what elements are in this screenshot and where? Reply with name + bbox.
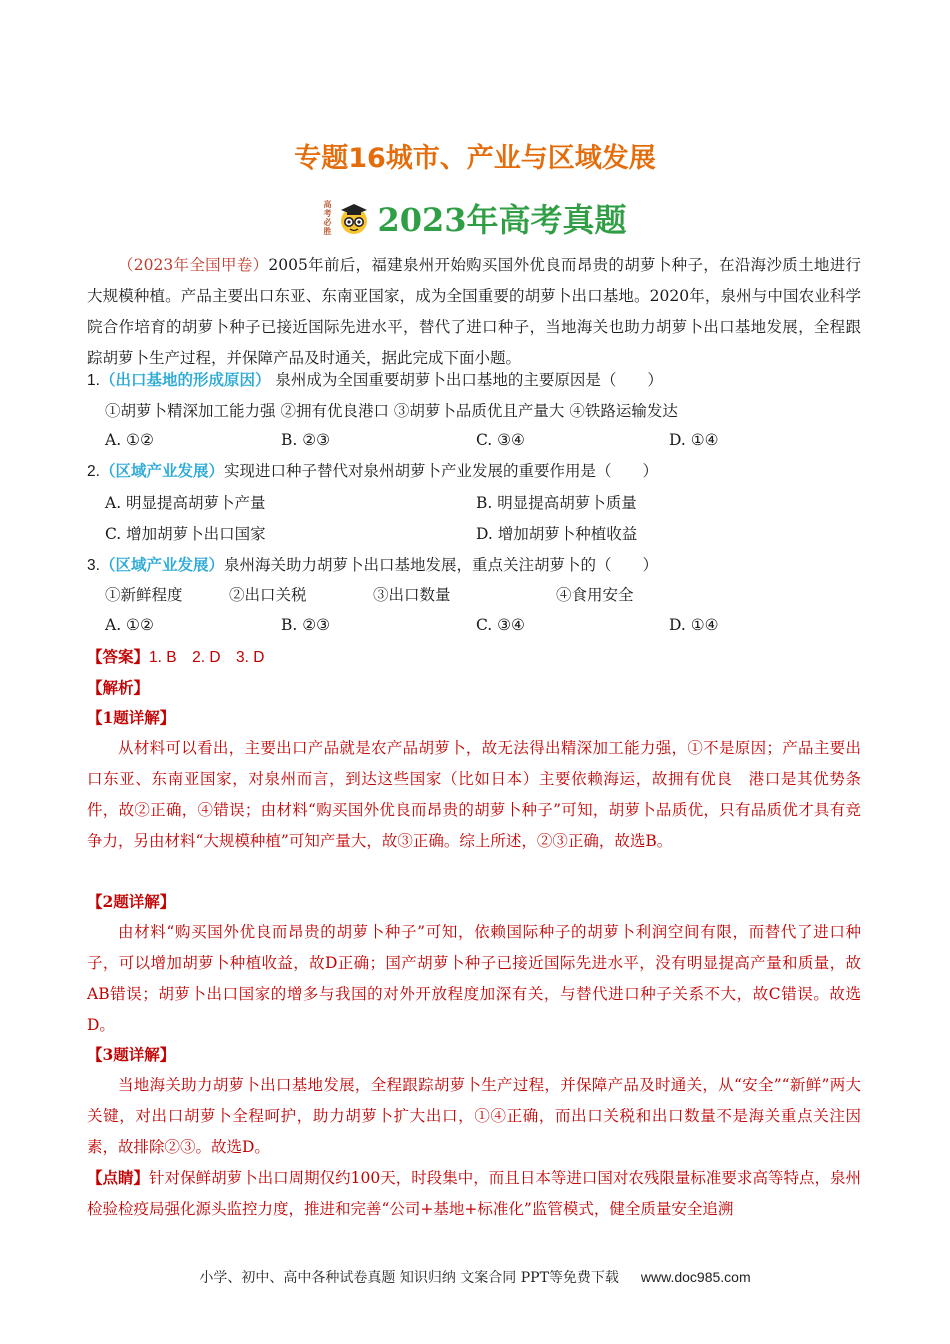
banner-heading: 2023年高考真题 — [377, 201, 627, 239]
detail-1-text: 从材料可以看出，主要出口产品就是农产品胡萝卜，故无法得出精深加工能力强，①不是原因；产品主要出口东亚、东南亚国家，对泉州而言，到达这些国家（比如日本）主要依赖海运，故拥有优良 港口是其优势条件，故②正确，④错误；由材料“购买国外优良而昂贵的胡萝卜种子”可知，胡萝卜品质优，只有品质优才具有竞争力，另由材料“大规模种植”可知产量大，故③正确。综上所述，②③正确，故选B。 — [87, 739, 861, 850]
question-3-option-d[interactable]: D. ①④ — [669, 616, 719, 634]
tip-section — [87, 1162, 861, 1225]
detail-3-label: 【3题详解】 — [87, 1045, 176, 1064]
analysis-label: 【解析】 — [87, 678, 150, 697]
question-1-option-d[interactable]: D. ①④ — [669, 431, 719, 449]
tip-label: 【点睛】 — [87, 1168, 150, 1187]
question-3-tag: （区域产业发展） — [99, 556, 224, 574]
tip-text: 针对保鲜胡萝卜出口周期仅约100天，时段集中，而且日本等进口国对农残限量标准要求高等特点，泉州检验检疫局强化源头监控力度，推进和完善“公司+基地+标准化”监管模式，健全质量安全追溯 — [87, 1169, 861, 1218]
page-title: 专题16城市、产业与区域发展 — [294, 143, 656, 174]
question-2-option-d[interactable]: D. 增加胡萝卜种植收益 — [476, 525, 638, 543]
question-2-option-c[interactable]: C. 增加胡萝卜出口国家 — [105, 525, 266, 543]
question-2: 2.（区域产业发展）实现进口种子替代对泉州胡萝卜产业发展的重要作用是（ ） — [87, 462, 658, 480]
answer-text: 1. B 2. D 3. D — [149, 649, 265, 666]
question-3-option-b[interactable]: B. ②③ — [281, 616, 331, 634]
question-2-tag: （区域产业发展） — [99, 462, 224, 480]
detail-3-text: 当地海关助力胡萝卜出口基地发展，全程跟踪胡萝卜生产过程，并保障产品及时通关，从“安全”“新鲜”两大关键，对出口胡萝卜全程呵护，助力胡萝卜扩大出口，①④正确，而出口关税和出口数量不是海关重点关注因素，故排除②③。故选D。 — [87, 1076, 861, 1156]
question-1-tag: （出口基地的形成原因） — [99, 371, 271, 389]
footer-text: 小学、初中、高中各种试卷真题 知识归纳 文案合同 PPT等免费下载 — [199, 1270, 619, 1286]
intro-passage — [87, 250, 861, 374]
detail-2-label: 【2题详解】 — [87, 892, 176, 911]
question-3-item-2: ②出口关税 — [229, 586, 307, 604]
intro-text: 2005年前后，福建泉州开始购买国外优良而昂贵的胡萝卜种子，在沿海沙质土地进行大规模种植。产品主要出口东亚、东南亚国家，成为全国重要的胡萝卜出口基地。2020年，泉州与中国农业科学院合作培育的胡萝卜种子已接近国际先进水平，替代了进口种子，当地海关也助力胡萝卜出口基地发展，全程跟踪胡萝卜生产过程，并保障产品及时通关，据此完成下面小题。 — [87, 256, 861, 367]
footer-url-link[interactable]: www.doc985.com — [640, 1269, 751, 1285]
question-3-item-1: ①新鲜程度 — [105, 586, 183, 604]
question-3-option-a[interactable]: A. ①② — [105, 616, 154, 634]
question-3-option-c[interactable]: C. ③④ — [476, 616, 525, 634]
detail-2-text: 由材料“购买国外优良而昂贵的胡萝卜种子”可知，依赖国际种子的胡萝卜利润空间有限，而替代了进口种子，可以增加胡萝卜种植收益，故D正确；国产胡萝卜种子已接近国际先进水平，没有明显提高产量和质量，故AB错误；胡萝卜出口国家的增多与我国的对外开放程度加深有关，与替代进口种子关系不大，故C错误。故选D。 — [87, 923, 861, 1034]
question-1-items: ①胡萝卜精深加工能力强 ②拥有优良港口 ③胡萝卜品质优且产量大 ④铁路运输发达 — [105, 402, 678, 420]
footer — [0, 1267, 950, 1287]
question-1-option-a[interactable]: A. ①② — [105, 431, 154, 449]
question-2-stem: 实现进口种子替代对泉州胡萝卜产业发展的重要作用是（ ） — [223, 462, 658, 480]
question-1-option-c[interactable]: C. ③④ — [476, 431, 525, 449]
question-3: 3.（区域产业发展）泉州海关助力胡萝卜出口基地发展，重点关注胡萝卜的（ ） — [87, 556, 658, 574]
detail-1-label: 【1题详解】 — [87, 708, 176, 727]
question-3-stem: 泉州海关助力胡萝卜出口基地发展，重点关注胡萝卜的（ ） — [223, 556, 658, 574]
question-1-stem: 泉州成为全国重要胡萝卜出口基地的主要原因是（ ） — [275, 371, 663, 389]
question-3-item-4: ④食用安全 — [556, 586, 634, 604]
question-2-option-b[interactable]: B. 明显提高胡萝卜质量 — [476, 494, 637, 512]
question-3-item-3: ③出口数量 — [373, 586, 451, 604]
question-1: 1.（出口基地的形成原因） 泉州成为全国重要胡萝卜出口基地的主要原因是（ ） — [87, 371, 663, 389]
banner — [0, 192, 950, 241]
answer-line: 【答案】1. B 2. D 3. D — [87, 647, 265, 666]
graduate-mascot-icon — [337, 201, 371, 235]
source-tag: （2023年全国甲卷） — [118, 256, 269, 274]
question-2-option-a[interactable]: A. 明显提高胡萝卜产量 — [105, 494, 266, 512]
question-1-option-b[interactable]: B. ②③ — [281, 431, 331, 449]
seal-stamp: 高 考 必 胜 — [323, 199, 332, 236]
